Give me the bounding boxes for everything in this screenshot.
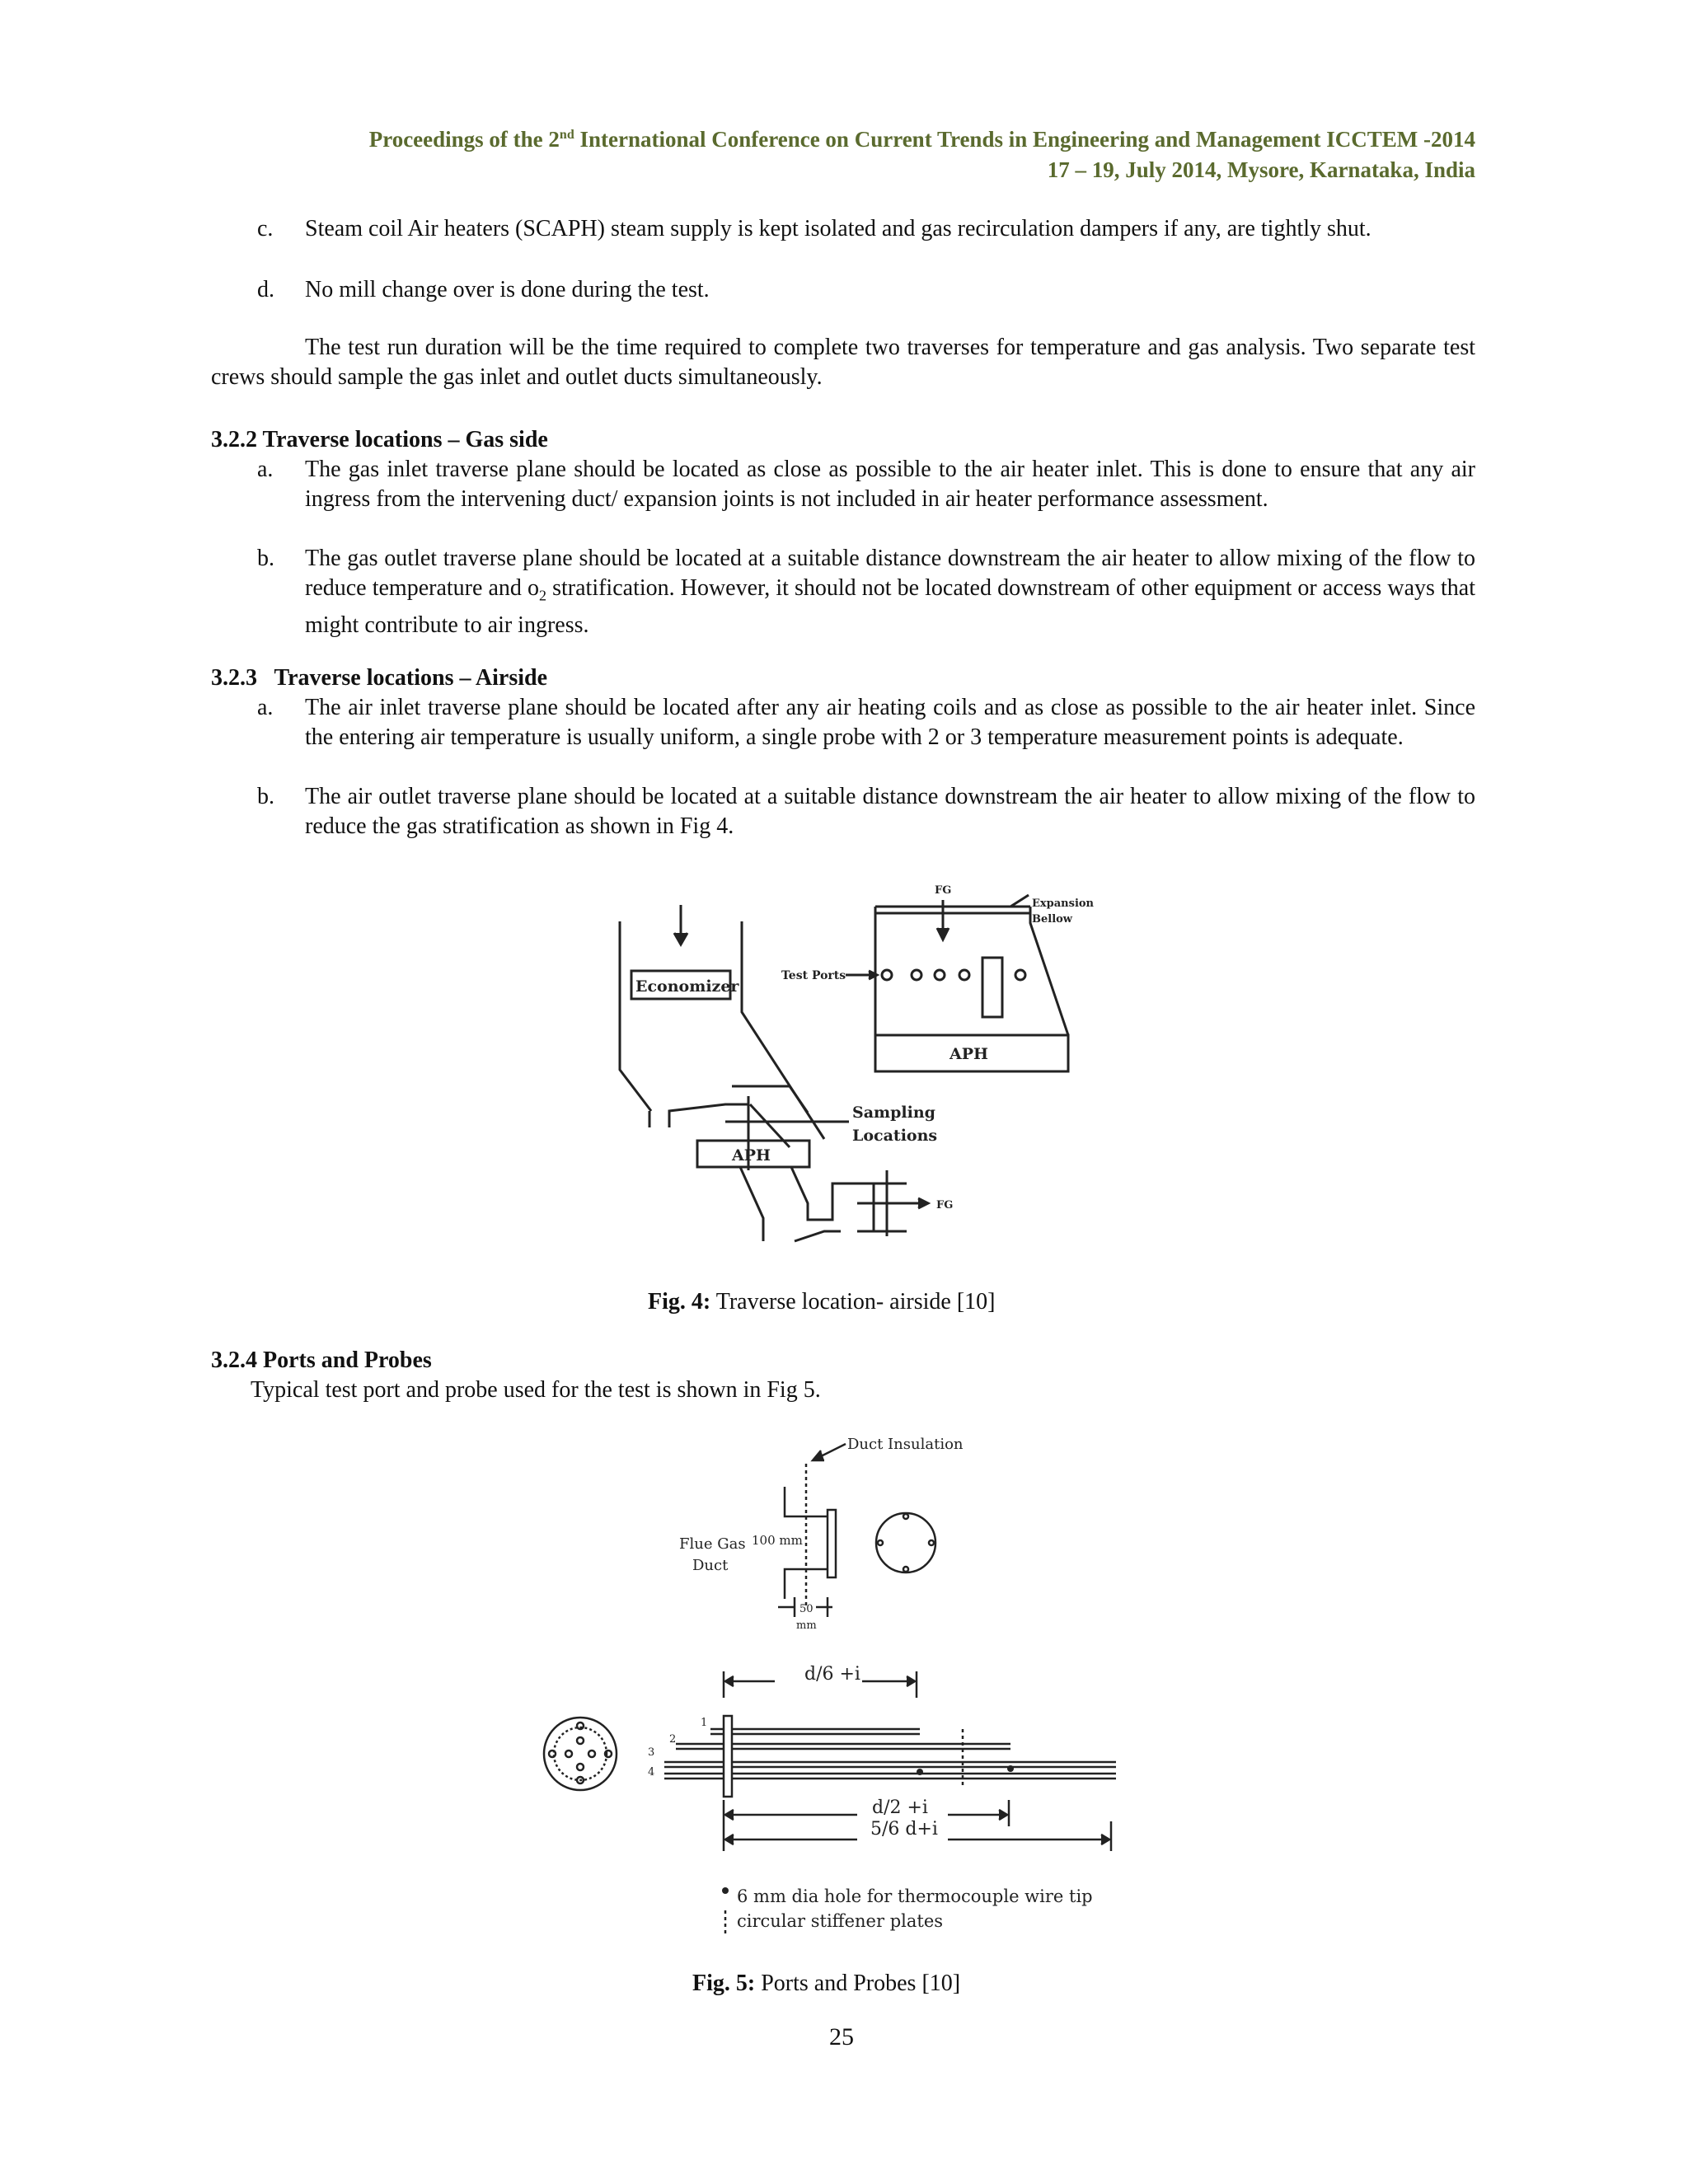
label-probe-4: 4 xyxy=(648,1766,655,1779)
legend-thermocouple-hole: 6 mm dia hole for thermocouple wire tip xyxy=(737,1886,1093,1906)
label-duct: Duct xyxy=(692,1557,729,1574)
section-heading-3-2-2: 3.2.2 Traverse locations – Gas side xyxy=(211,427,548,452)
thermocouple-hole-legend-dot xyxy=(722,1887,729,1894)
economizer-box xyxy=(631,971,730,999)
aph-bottom-box xyxy=(697,1141,809,1167)
label-100mm: 100 mm xyxy=(752,1533,803,1548)
header-line-2: 17 – 19, July 2014, Mysore, Karnataka, India xyxy=(1047,157,1475,182)
paragraph-ports-probes: Typical test port and probe used for the test is shown in Fig 5. xyxy=(251,1377,821,1403)
section-heading-3-2-3: 3.2.3 Traverse locations – Airside xyxy=(211,665,548,691)
label-economizer: Economizer xyxy=(635,977,739,996)
page-number: 25 xyxy=(829,2023,854,2050)
aph-top-right-wall xyxy=(1030,907,1068,1035)
label-duct-insulation: Duct Insulation xyxy=(847,1436,964,1453)
label-probe-3: 3 xyxy=(648,1746,655,1759)
economizer-duct-right-wall xyxy=(742,921,824,1139)
inflow-arrow-head xyxy=(674,933,687,944)
economizer-duct-left-wall xyxy=(620,921,651,1111)
label-fg-out: FG xyxy=(936,1199,954,1212)
label-expansion: Expansion xyxy=(1032,898,1095,910)
label-d2: d/2 +i xyxy=(872,1797,928,1818)
label-aph-top: APH xyxy=(950,1045,988,1063)
label-fg-top: FG xyxy=(935,884,952,897)
label-mm: mm xyxy=(796,1619,817,1632)
header-line-1: Proceedings of the 2nd International Conference on Current Trends in Engineering and Management ICCTEM -2014 xyxy=(368,127,1475,152)
label-aph-bottom: APH xyxy=(732,1146,771,1165)
label-d56: 5/6 d+i xyxy=(870,1819,938,1840)
section-heading-3-2-4: 3.2.4 Ports and Probes xyxy=(211,1347,432,1373)
aph-observation-window xyxy=(982,958,1002,1017)
label-locations: Locations xyxy=(852,1127,938,1145)
aph-top-box xyxy=(875,1035,1068,1071)
probe-end-circle xyxy=(544,1718,617,1790)
figure-5-caption: Fig. 5: Ports and Probes [10] xyxy=(692,1971,961,1996)
legend-stiffener-plates: circular stiffener plates xyxy=(737,1911,944,1931)
label-50: 50 xyxy=(799,1603,814,1615)
label-test-ports: Test Ports xyxy=(781,969,846,982)
label-d6: d/6 +i xyxy=(804,1664,860,1685)
label-flue-gas: Flue Gas xyxy=(679,1535,746,1553)
figure-4-caption: Fig. 4: Traverse location- airside [10] xyxy=(648,1289,996,1315)
label-probe-1: 1 xyxy=(701,1717,708,1729)
label-sampling: Sampling xyxy=(852,1104,935,1122)
label-probe-2: 2 xyxy=(669,1733,677,1746)
label-bellow: Bellow xyxy=(1032,913,1072,926)
flange-circle xyxy=(876,1513,935,1572)
paper-page: Proceedings of the 2nd International Conference on Current Trends in Engineering and Management ICCTEM -2014 17 – 19, July 2014, Mysore, Karnataka, India c. Steam coil Air heaters (SCAPH) steam supply is kept isolated and gas recirculation dampers if any, are tightly shut. d. No mill change over is done during the test. The test run duration will be the time required to complete two traverses for temperature and gas analysis. Two separate test crews should sample the gas inlet and outlet ducts simultaneously. 3.2.2 Traverse locations – Gas side a. The gas inlet traverse plane should be located as close as possible to the air heater inlet. This is done to ensure that any air ingress from the intervening duct/ expansion joints is not included in air heater performance assessment. b. The gas outlet traverse plane should be located at a suitable distance downstream the air heater to allow mixing of the flow to reduce temperature and $o_2$ stratification. However, it should not be located downstream of other equipment or access ways that might contribute to air ingress. 3.2.3 Traverse locations – Airside a. The air inlet traverse plane should be located after any air heating coils and as close as possible to the air heater inlet. Since the entering air temperature is usually uniform, a single probe with 2 or 3 temperature measurement points is adequate. b. The air outlet traverse plane should be located at a suitable distance downstream the air heater to allow mixing of the flow to reduce the gas stratification as shown in Fig 4. Economizer FG Expansion Bellow Test Ports APH Sampling Locations APH FG Fig. 4: Traverse location- airside [10] 3.2.4 Ports and Probes Typical test port and probe used for the test is shown in Fig 5. Duct Insulation Flue Gas Duct 100 mm 50 mm 1 2 3 4 d/6 +i d/2 +i 5/6 d+i 6 mm dia hole for thermocouple wire tip circular stiffener plates Fig. 5: Ports and Probes [10] 25 xyxy=(0,0,1688,2184)
paragraph-test-duration: The test run duration will be the time required to complete two traverses for temperature and gas analysis. Two separate test crews should sample the gas inlet and outlet ducts simultaneously. xyxy=(211,335,1475,390)
